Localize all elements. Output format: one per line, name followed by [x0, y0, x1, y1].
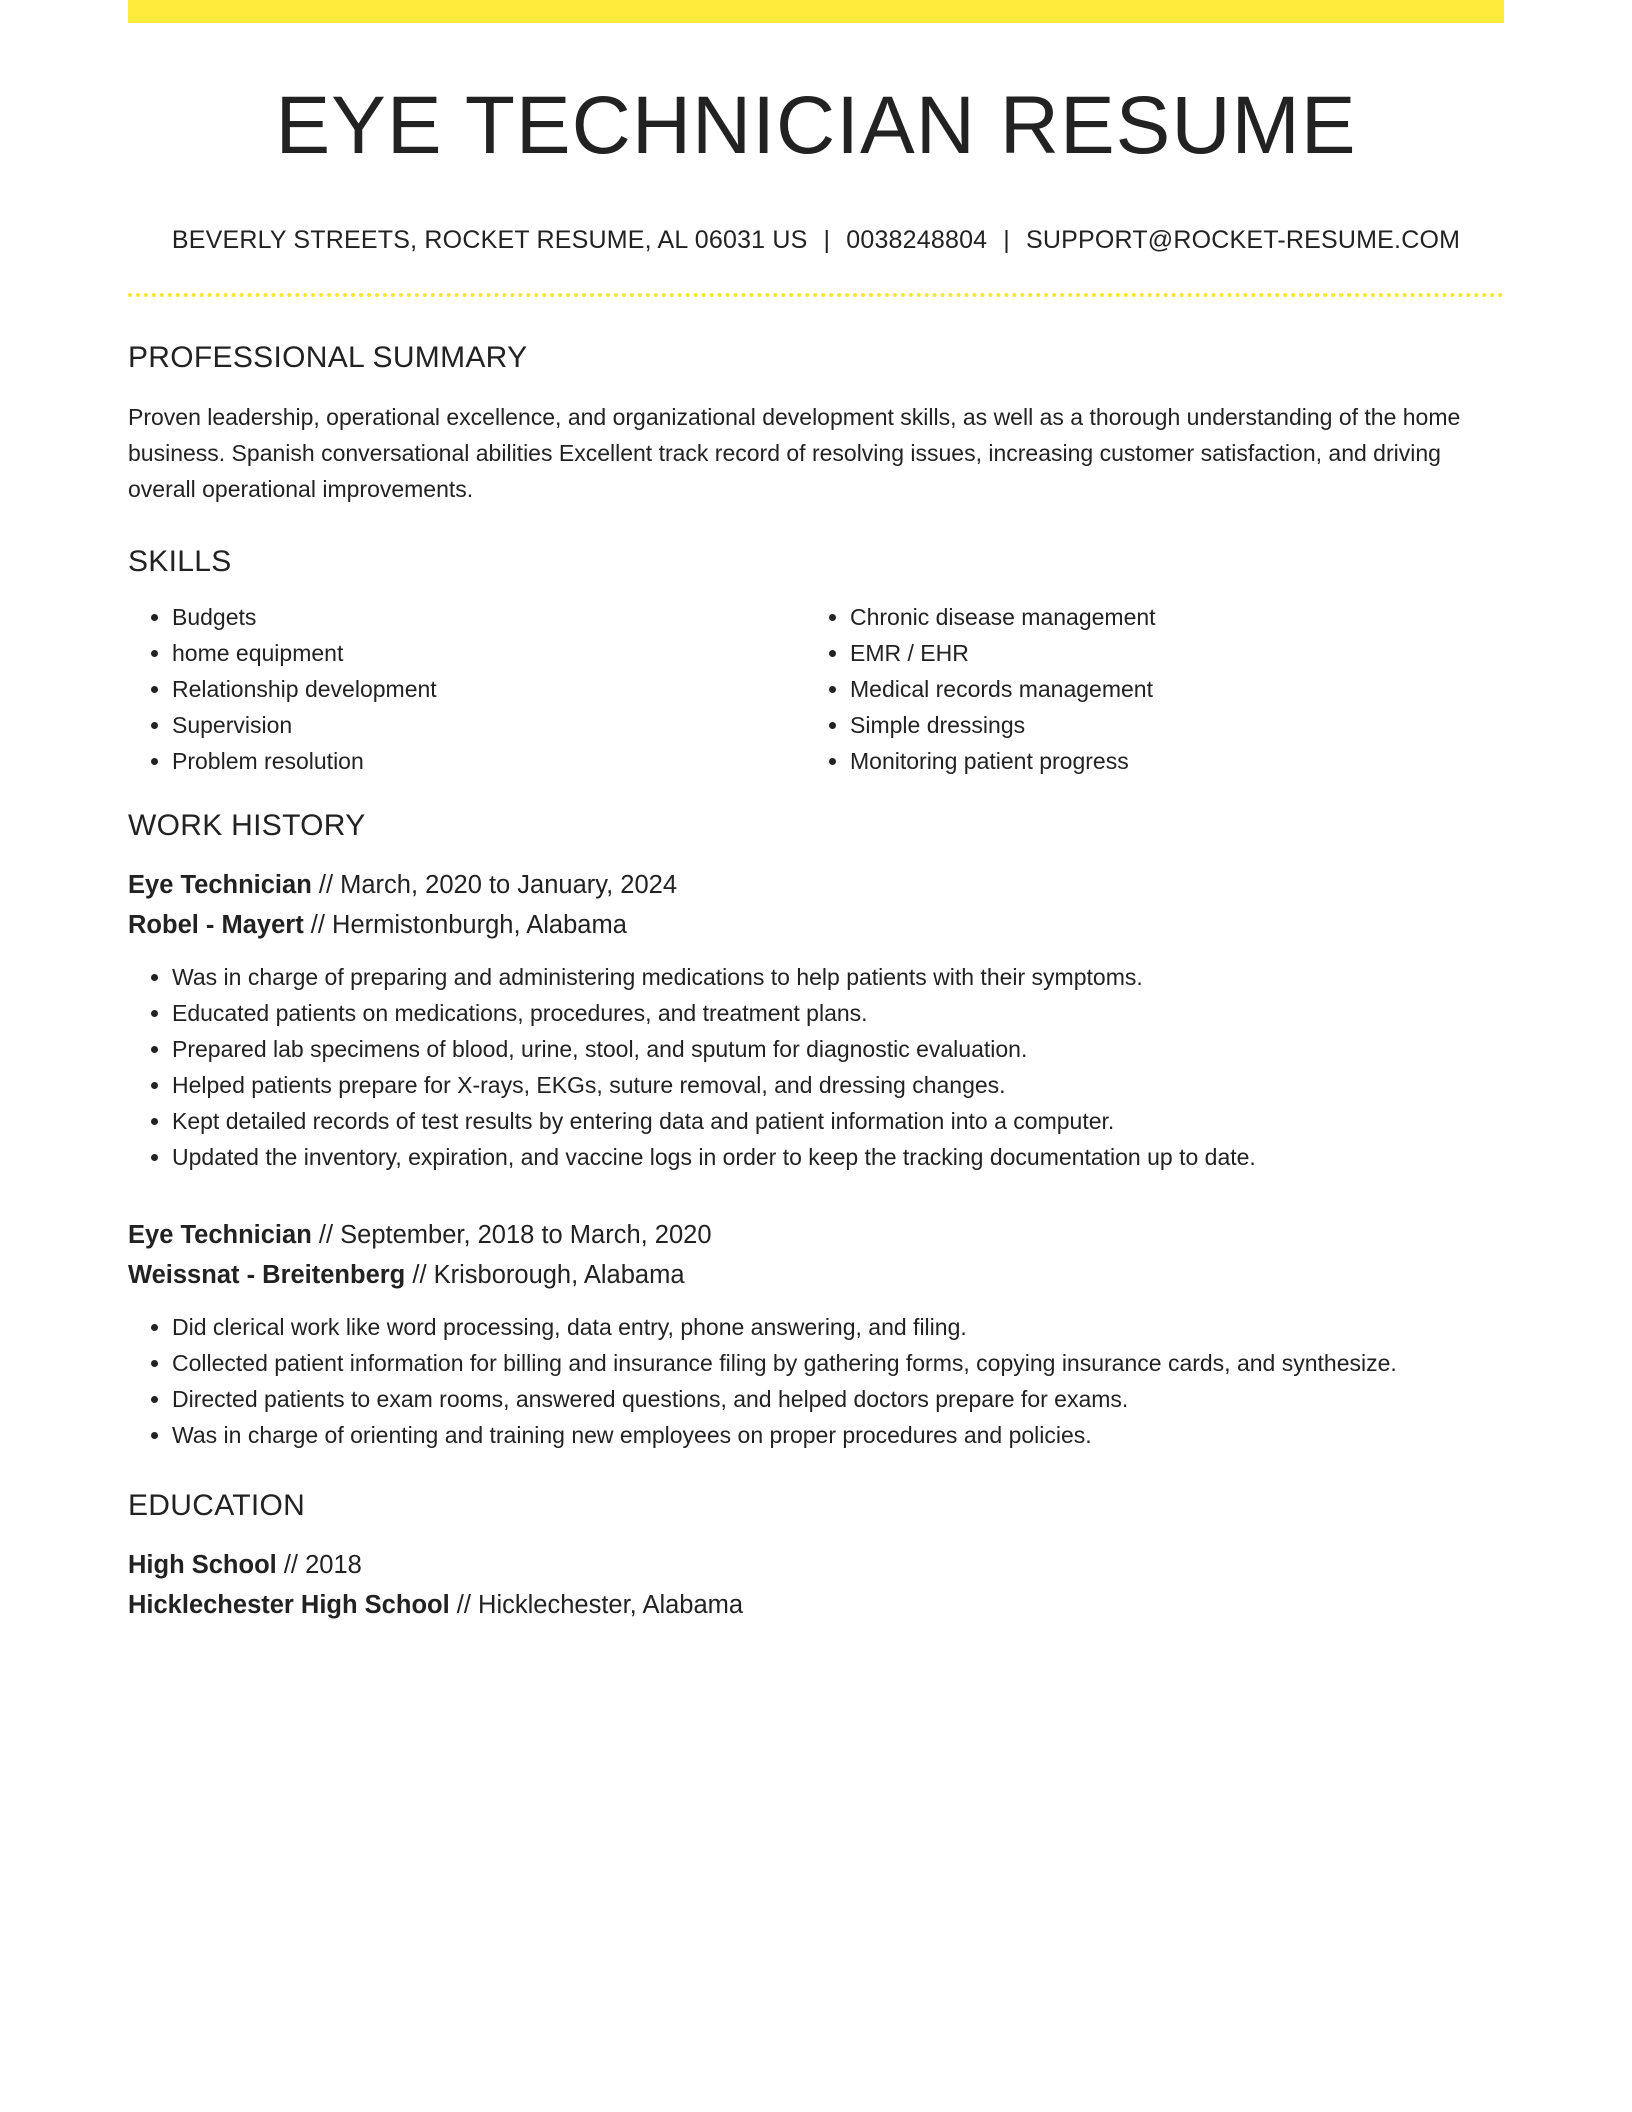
job-bullets	[128, 1309, 1504, 1453]
skills-column-right	[806, 599, 1484, 779]
job-bullet: • Did clerical work like word processing, data entry, phone answering, and filing.	[172, 1309, 1504, 1345]
skill-item: • Problem resolution	[172, 743, 806, 779]
skill-item: • Medical records management	[850, 671, 1484, 707]
job-title: Eye Technician	[128, 871, 312, 900]
skill-item: • Simple dressings	[850, 707, 1484, 743]
job-location: // Krisborough, Alabama	[412, 1261, 685, 1290]
summary-heading: PROFESSIONAL SUMMARY	[128, 341, 528, 375]
job-entry	[128, 1215, 1504, 1453]
contact-line	[128, 226, 1504, 255]
job-title-line	[128, 865, 1504, 905]
job-bullet: • Collected patient information for billing and insurance filing by gathering forms, copying insurance cards, and synthesize.	[172, 1345, 1504, 1381]
job-dates: // September, 2018 to March, 2020	[318, 1221, 712, 1250]
education-degree-line	[128, 1545, 1504, 1585]
skill-item: • Monitoring patient progress	[850, 743, 1484, 779]
job-bullet: • Directed patients to exam rooms, answered questions, and helped doctors prepare for exams.	[172, 1381, 1504, 1417]
accent-bar	[128, 0, 1504, 23]
contact-separator: |	[823, 226, 831, 255]
job-title-line	[128, 1215, 1504, 1255]
work-history-heading: WORK HISTORY	[128, 809, 366, 843]
education-heading: EDUCATION	[128, 1489, 306, 1523]
job-bullet: • Was in charge of orienting and training new employees on proper procedures and policies.	[172, 1417, 1504, 1453]
job-title: Eye Technician	[128, 1221, 312, 1250]
job-bullet: • Educated patients on medications, procedures, and treatment plans.	[172, 995, 1504, 1031]
job-company: Weissnat - Breitenberg	[128, 1261, 406, 1290]
contact-address: BEVERLY STREETS, ROCKET RESUME, AL 06031 US	[171, 226, 808, 255]
skill-item: • Chronic disease management	[850, 599, 1484, 635]
education-entry	[128, 1545, 1504, 1625]
skill-item: • Supervision	[172, 707, 806, 743]
education-school: Hicklechester High School	[128, 1591, 450, 1620]
skill-item: • home equipment	[172, 635, 806, 671]
job-company-line	[128, 905, 1504, 945]
education-location: // Hicklechester, Alabama	[456, 1591, 744, 1620]
skill-item: • Relationship development	[172, 671, 806, 707]
skills-heading: SKILLS	[128, 545, 232, 579]
dotted-divider	[128, 293, 1504, 297]
job-company-line	[128, 1255, 1504, 1295]
resume-page	[128, 0, 1504, 1625]
skills-column-left	[128, 599, 806, 779]
contact-separator: |	[1003, 226, 1010, 255]
job-dates: // March, 2020 to January, 2024	[318, 871, 678, 900]
job-bullet: • Prepared lab specimens of blood, urine, stool, and sputum for diagnostic evaluation.	[172, 1031, 1504, 1067]
resume-title: EYE TECHNICIAN RESUME	[275, 80, 1357, 171]
education-degree: High School	[128, 1551, 277, 1580]
education-school-line	[128, 1585, 1504, 1625]
contact-email: SUPPORT@ROCKET-RESUME.COM	[1026, 226, 1461, 255]
job-entry	[128, 865, 1504, 1175]
education-year: // 2018	[283, 1551, 362, 1580]
job-bullet: • Updated the inventory, expiration, and vaccine logs in order to keep the tracking documentation up to date.	[172, 1139, 1504, 1175]
job-company: Robel - Mayert	[128, 911, 304, 940]
skills-list	[128, 599, 1504, 779]
summary-text: Proven leadership, operational excellence, and organizational development skills, as well as a thorough understanding of the home business. Spanish conversational abilities Excellent track record of resolving issues, increasing customer satisfaction, and driving overall operational improvements.	[128, 404, 1461, 503]
job-location: // Hermistonburgh, Alabama	[310, 911, 627, 940]
job-bullets	[128, 959, 1504, 1175]
skill-item: • Budgets	[172, 599, 806, 635]
job-bullet: • Kept detailed records of test results by entering data and patient information into a computer.	[172, 1103, 1504, 1139]
job-bullet: • Was in charge of preparing and administering medications to help patients with their symptoms.	[172, 959, 1504, 995]
skill-item: • EMR / EHR	[850, 635, 1484, 671]
contact-phone: 0038248804	[846, 226, 988, 255]
job-bullet: • Helped patients prepare for X-rays, EKGs, suture removal, and dressing changes.	[172, 1067, 1504, 1103]
